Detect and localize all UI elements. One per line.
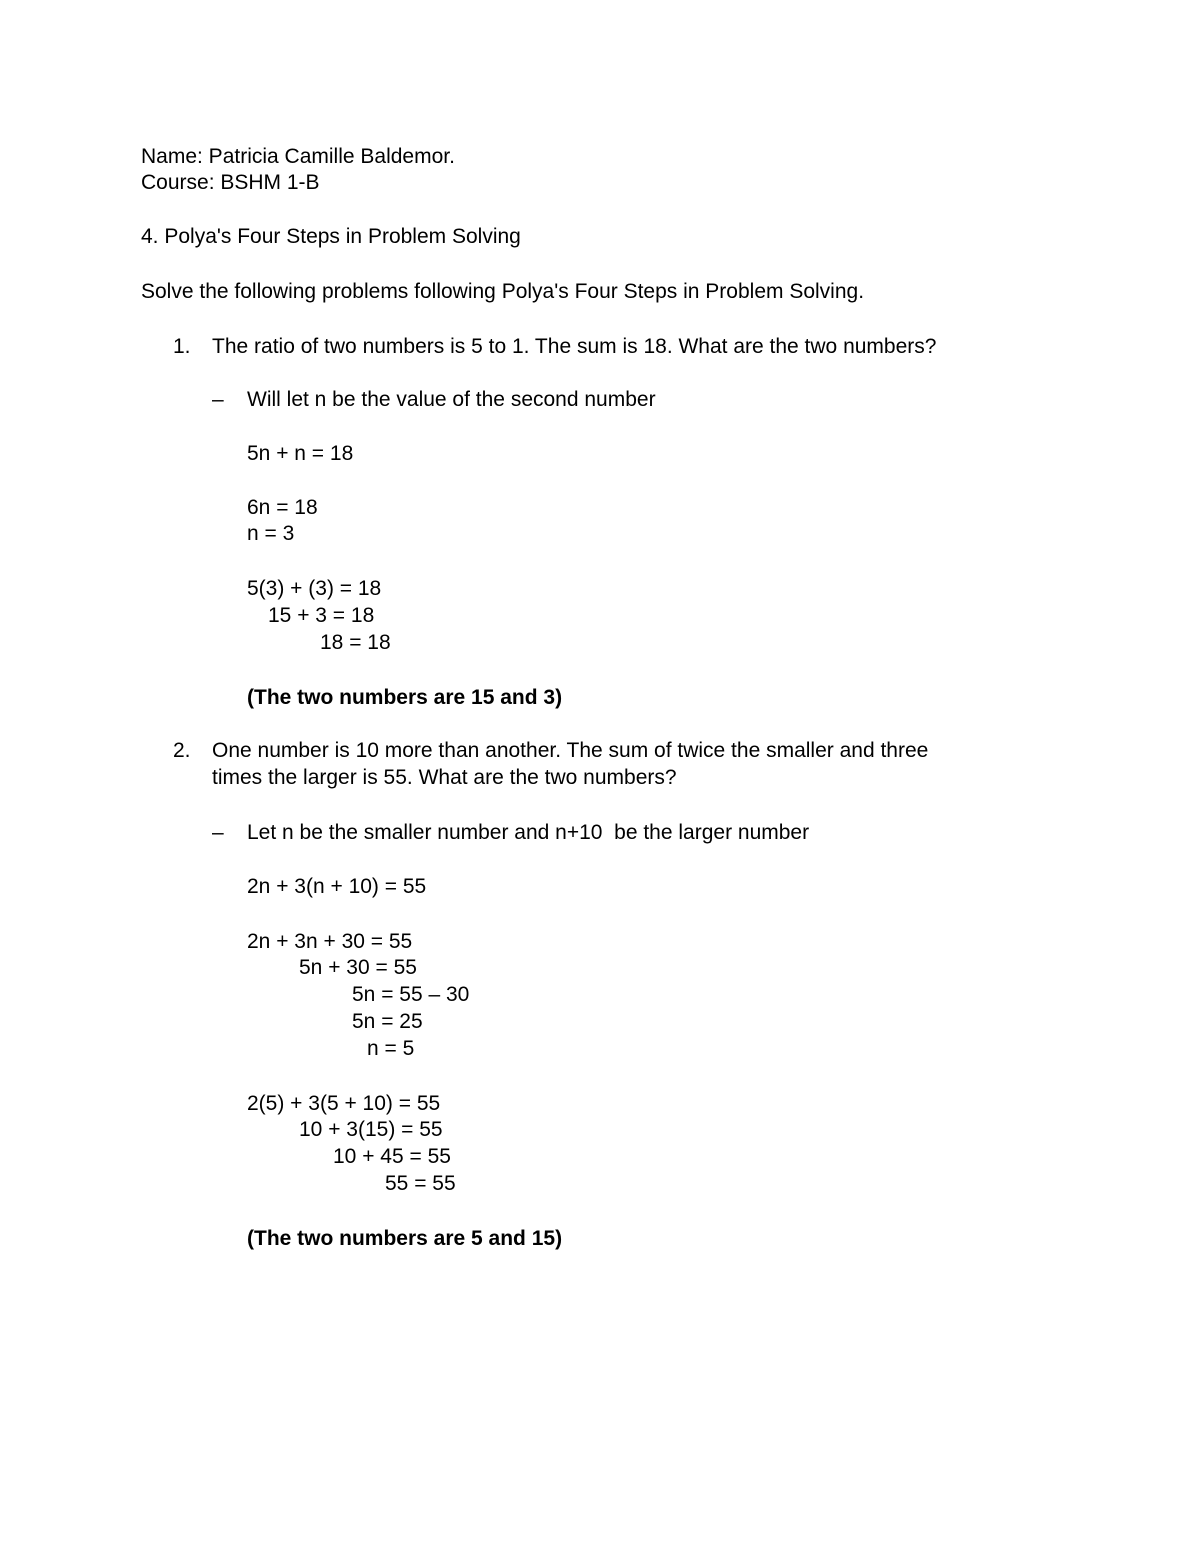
work-line: 18 = 18 [320,631,391,654]
problem-question: times the larger is 55. What are the two numbers? [212,766,677,789]
work-line: 5n = 55 – 30 [352,983,470,1006]
work-line: 5n + n = 18 [247,442,354,465]
section-title: 4. Polya's Four Steps in Problem Solving [141,225,521,248]
student-name: Name: Patricia Camille Baldemor. [141,145,455,168]
work-line: 2(5) + 3(5 + 10) = 55 [247,1092,441,1115]
instructions: Solve the following problems following Polya's Four Steps in Problem Solving. [141,280,865,303]
work-line: 5n + 30 = 55 [299,956,417,979]
problem-setup: Will let n be the value of the second number [247,388,656,411]
problem-question: The ratio of two numbers is 5 to 1. The sum is 18. What are the two numbers? [212,335,937,358]
problem-question: One number is 10 more than another. The sum of twice the smaller and three [212,739,929,762]
work-line: 2n + 3n + 30 = 55 [247,930,413,953]
bullet-dash: – [212,821,224,844]
work-line: 15 + 3 = 18 [268,604,375,627]
problem-answer: (The two numbers are 5 and 15) [247,1227,563,1250]
problem-number: 2. [173,739,191,762]
work-line: 5(3) + (3) = 18 [247,577,382,600]
work-line: n = 3 [247,522,295,545]
problem-setup: Let n be the smaller number and n+10 be the larger number [247,821,810,844]
course: Course: BSHM 1-B [141,171,320,194]
work-line: 55 = 55 [385,1172,456,1195]
bullet-dash: – [212,388,224,411]
work-line: 10 + 3(15) = 55 [299,1118,443,1141]
work-line: n = 5 [367,1037,415,1060]
problem-answer: (The two numbers are 15 and 3) [247,686,563,709]
work-line: 5n = 25 [352,1010,423,1033]
work-line: 2n + 3(n + 10) = 55 [247,875,427,898]
work-line: 6n = 18 [247,496,318,519]
work-line: 10 + 45 = 55 [333,1145,451,1168]
problem-number: 1. [173,335,191,358]
